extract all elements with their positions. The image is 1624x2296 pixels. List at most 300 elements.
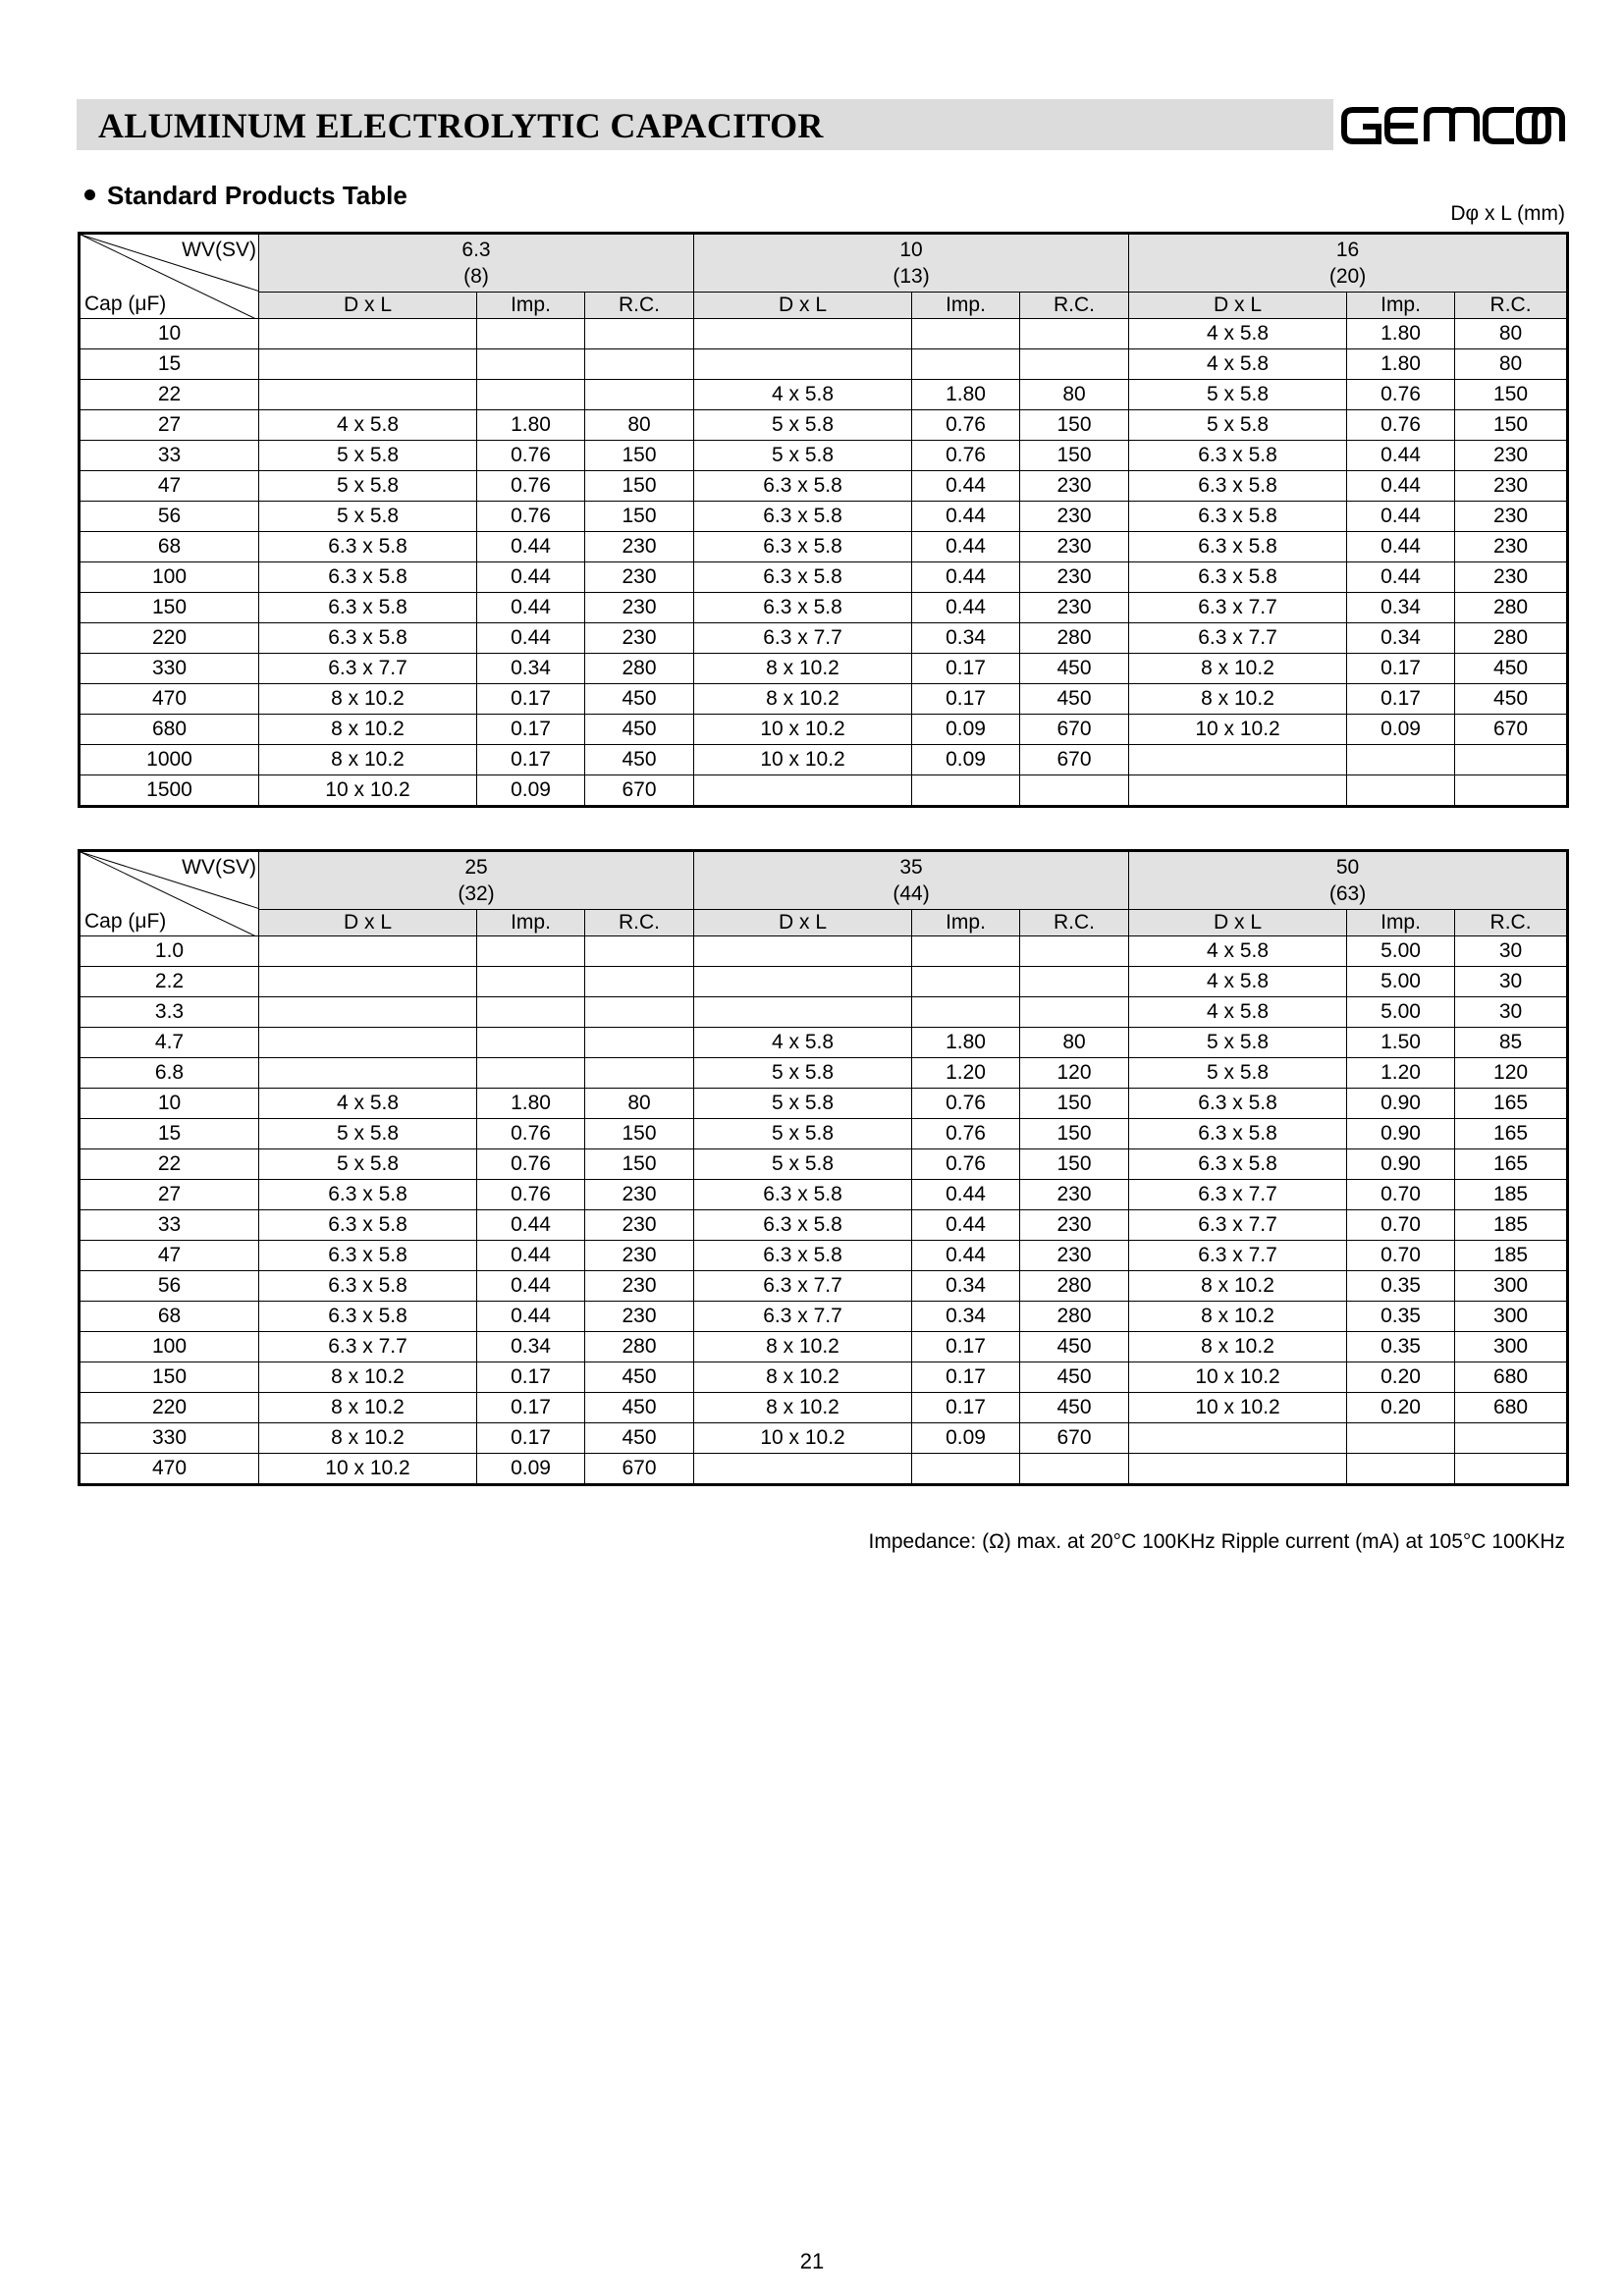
wv-value: 35 [899, 856, 923, 879]
col-header-dxl: D x L [259, 910, 477, 936]
value-cell [912, 936, 1020, 967]
value-cell: 230 [585, 1302, 694, 1332]
value-cell: 6.3 x 5.8 [694, 1180, 912, 1210]
value-cell: 0.17 [477, 715, 585, 745]
value-cell: 230 [1020, 1180, 1129, 1210]
sv-value: (44) [893, 882, 930, 905]
table-row [80, 715, 1568, 745]
value-cell [1020, 997, 1129, 1028]
table-row [80, 532, 1568, 562]
cap-cell: 56 [80, 1271, 259, 1302]
value-cell: 0.09 [912, 1423, 1020, 1454]
value-cell: 5 x 5.8 [259, 1119, 477, 1149]
col-header-rc: R.C. [1455, 293, 1568, 319]
value-cell: 8 x 10.2 [259, 745, 477, 775]
value-cell: 0.09 [477, 775, 585, 807]
table-row [80, 997, 1568, 1028]
value-cell: 5 x 5.8 [694, 1058, 912, 1089]
value-cell: 1.80 [477, 410, 585, 441]
sv-value: (13) [893, 265, 930, 288]
value-cell [477, 997, 585, 1028]
value-cell: 1.50 [1347, 1028, 1455, 1058]
table-row [80, 684, 1568, 715]
value-cell: 0.70 [1347, 1210, 1455, 1241]
table-row [80, 1241, 1568, 1271]
value-cell [477, 936, 585, 967]
value-cell: 4 x 5.8 [694, 380, 912, 410]
value-cell: 8 x 10.2 [694, 654, 912, 684]
cap-cell: 47 [80, 1241, 259, 1271]
value-cell [1129, 745, 1347, 775]
value-cell [585, 380, 694, 410]
value-cell [585, 349, 694, 380]
value-cell: 5 x 5.8 [694, 1089, 912, 1119]
value-cell [694, 319, 912, 349]
col-header-rc: R.C. [585, 910, 694, 936]
cap-cell: 1.0 [80, 936, 259, 967]
table-row [80, 410, 1568, 441]
cap-cell: 220 [80, 1393, 259, 1423]
value-cell: 8 x 10.2 [259, 684, 477, 715]
table-row [80, 1302, 1568, 1332]
value-cell: 80 [1455, 319, 1568, 349]
page-title: ALUMINUM ELECTROLYTIC CAPACITOR [98, 106, 824, 145]
value-cell: 0.44 [477, 1271, 585, 1302]
value-cell [1020, 319, 1129, 349]
value-cell: 8 x 10.2 [259, 715, 477, 745]
value-cell: 450 [1020, 1393, 1129, 1423]
table-row [80, 1393, 1568, 1423]
cap-cell: 680 [80, 715, 259, 745]
cap-cell: 27 [80, 410, 259, 441]
value-cell: 10 x 10.2 [1129, 1393, 1347, 1423]
value-cell: 30 [1455, 936, 1568, 967]
table-row [80, 1119, 1568, 1149]
value-cell: 6.3 x 5.8 [1129, 1119, 1347, 1149]
cap-cell: 68 [80, 1302, 259, 1332]
voltage-header [1129, 851, 1568, 910]
table-row [80, 380, 1568, 410]
col-header-imp: Imp. [477, 293, 585, 319]
cap-cell: 68 [80, 532, 259, 562]
value-cell: 280 [585, 1332, 694, 1362]
value-cell: 0.44 [912, 1241, 1020, 1271]
value-cell: 230 [1020, 593, 1129, 623]
value-cell [259, 967, 477, 997]
value-cell: 165 [1455, 1089, 1568, 1119]
value-cell: 150 [585, 1119, 694, 1149]
cap-cell: 27 [80, 1180, 259, 1210]
sv-value: (20) [1328, 265, 1367, 288]
value-cell: 6.3 x 5.8 [694, 593, 912, 623]
table-row [80, 1362, 1568, 1393]
value-cell: 230 [1455, 471, 1568, 502]
value-cell: 450 [585, 1362, 694, 1393]
value-cell: 0.09 [912, 715, 1020, 745]
value-cell: 0.44 [1347, 441, 1455, 471]
value-cell: 0.17 [912, 1393, 1020, 1423]
value-cell: 0.76 [1347, 380, 1455, 410]
value-cell [912, 1454, 1020, 1485]
cap-cell: 150 [80, 593, 259, 623]
value-cell: 150 [585, 502, 694, 532]
cap-cell: 330 [80, 1423, 259, 1454]
value-cell: 230 [585, 532, 694, 562]
section-title: Standard Products Table [84, 181, 407, 211]
value-cell [694, 997, 912, 1028]
value-cell: 450 [585, 684, 694, 715]
value-cell: 0.34 [1347, 623, 1455, 654]
value-cell: 0.34 [912, 1302, 1020, 1332]
value-cell: 150 [585, 441, 694, 471]
value-cell: 5 x 5.8 [694, 1119, 912, 1149]
value-cell: 0.44 [912, 502, 1020, 532]
value-cell: 0.70 [1347, 1241, 1455, 1271]
value-cell: 6.3 x 7.7 [1129, 1210, 1347, 1241]
value-cell: 4 x 5.8 [1129, 349, 1347, 380]
value-cell: 150 [585, 1149, 694, 1180]
value-cell: 280 [585, 654, 694, 684]
value-cell: 165 [1455, 1119, 1568, 1149]
value-cell [1020, 775, 1129, 807]
value-cell [912, 967, 1020, 997]
sv-value: (32) [458, 882, 495, 905]
value-cell: 230 [1020, 1210, 1129, 1241]
value-cell: 5.00 [1347, 967, 1455, 997]
value-cell [912, 349, 1020, 380]
page-number: 21 [799, 2249, 825, 2273]
value-cell: 230 [585, 1271, 694, 1302]
value-cell: 0.76 [477, 1119, 585, 1149]
table-row [80, 471, 1568, 502]
value-cell: 450 [1020, 684, 1129, 715]
value-cell: 10 x 10.2 [1129, 715, 1347, 745]
value-cell: 1.20 [912, 1058, 1020, 1089]
value-cell: 10 x 10.2 [694, 1423, 912, 1454]
value-cell: 0.76 [477, 1149, 585, 1180]
value-cell: 450 [585, 715, 694, 745]
value-cell: 0.76 [912, 441, 1020, 471]
value-cell [1455, 745, 1568, 775]
value-cell: 150 [585, 471, 694, 502]
value-cell [259, 936, 477, 967]
cap-cell: 47 [80, 471, 259, 502]
voltage-header [694, 851, 1129, 910]
cap-cell: 4.7 [80, 1028, 259, 1058]
col-header-imp: Imp. [1347, 293, 1455, 319]
value-cell: 10 x 10.2 [1129, 1362, 1347, 1393]
value-cell: 0.44 [912, 1180, 1020, 1210]
title-bar [77, 99, 1333, 150]
value-cell: 5 x 5.8 [1129, 410, 1347, 441]
value-cell: 150 [1455, 410, 1568, 441]
value-cell: 0.90 [1347, 1119, 1455, 1149]
value-cell: 4 x 5.8 [694, 1028, 912, 1058]
value-cell: 0.17 [477, 745, 585, 775]
col-header-rc: R.C. [1020, 910, 1129, 936]
value-cell: 6.3 x 5.8 [694, 562, 912, 593]
value-cell: 6.3 x 5.8 [259, 1271, 477, 1302]
table-row [80, 319, 1568, 349]
cap-cell: 100 [80, 562, 259, 593]
value-cell [694, 936, 912, 967]
value-cell [585, 997, 694, 1028]
value-cell: 230 [585, 623, 694, 654]
value-cell: 0.44 [477, 1302, 585, 1332]
value-cell: 6.3 x 5.8 [259, 1241, 477, 1271]
value-cell: 230 [585, 562, 694, 593]
value-cell: 0.44 [1347, 471, 1455, 502]
value-cell [1020, 967, 1129, 997]
value-cell: 0.17 [477, 1393, 585, 1423]
value-cell: 230 [1020, 502, 1129, 532]
table-row [80, 1454, 1568, 1485]
value-cell: 120 [1455, 1058, 1568, 1089]
value-cell: 280 [1455, 623, 1568, 654]
table-row [80, 1180, 1568, 1210]
value-cell: 0.17 [477, 1423, 585, 1454]
value-cell: 80 [585, 1089, 694, 1119]
table-row [80, 1028, 1568, 1058]
value-cell: 6.3 x 5.8 [1129, 1149, 1347, 1180]
value-cell [259, 1058, 477, 1089]
bullet-icon [84, 189, 95, 200]
value-cell: 6.3 x 7.7 [1129, 623, 1347, 654]
value-cell: 10 x 10.2 [259, 775, 477, 807]
value-cell [694, 967, 912, 997]
value-cell: 6.3 x 5.8 [694, 1241, 912, 1271]
value-cell [1455, 1423, 1568, 1454]
value-cell: 6.3 x 7.7 [1129, 1241, 1347, 1271]
spec-table-1 [78, 232, 1569, 808]
cap-cell: 2.2 [80, 967, 259, 997]
header-corner [80, 234, 259, 319]
table-row [80, 1423, 1568, 1454]
value-cell: 0.17 [477, 684, 585, 715]
value-cell: 0.34 [1347, 593, 1455, 623]
cap-cell: 33 [80, 1210, 259, 1241]
footnote: Impedance: (Ω) max. at 20°C 100KHz Ripple current (mA) at 105°C 100KHz [868, 1530, 1565, 1553]
value-cell: 300 [1455, 1302, 1568, 1332]
units-note: Dφ x L (mm) [1450, 202, 1565, 225]
value-cell: 150 [1020, 1089, 1129, 1119]
value-cell [1129, 1423, 1347, 1454]
value-cell: 670 [585, 775, 694, 807]
value-cell: 0.44 [1347, 562, 1455, 593]
value-cell: 0.44 [912, 471, 1020, 502]
value-cell: 5 x 5.8 [259, 1149, 477, 1180]
value-cell: 6.3 x 5.8 [1129, 441, 1347, 471]
value-cell: 6.3 x 7.7 [1129, 1180, 1347, 1210]
value-cell: 230 [1455, 502, 1568, 532]
cap-cell: 100 [80, 1332, 259, 1362]
table-row [80, 745, 1568, 775]
value-cell: 0.44 [477, 1210, 585, 1241]
col-header-imp: Imp. [912, 910, 1020, 936]
value-cell: 4 x 5.8 [1129, 319, 1347, 349]
value-cell: 6.3 x 7.7 [259, 1332, 477, 1362]
value-cell [912, 997, 1020, 1028]
gemcon-logo-n [1532, 102, 1565, 149]
cap-cell: 330 [80, 654, 259, 684]
col-header-imp: Imp. [477, 910, 585, 936]
value-cell: 5 x 5.8 [694, 441, 912, 471]
value-cell: 0.35 [1347, 1271, 1455, 1302]
value-cell: 165 [1455, 1149, 1568, 1180]
value-cell: 150 [1020, 441, 1129, 471]
value-cell: 85 [1455, 1028, 1568, 1058]
value-cell [259, 380, 477, 410]
cap-cell: 1500 [80, 775, 259, 807]
value-cell: 300 [1455, 1332, 1568, 1362]
value-cell: 230 [585, 1180, 694, 1210]
col-header-dxl: D x L [694, 293, 912, 319]
table-row [80, 1058, 1568, 1089]
value-cell: 8 x 10.2 [259, 1393, 477, 1423]
value-cell: 8 x 10.2 [694, 1332, 912, 1362]
value-cell [1129, 1454, 1347, 1485]
value-cell: 680 [1455, 1362, 1568, 1393]
value-cell: 6.3 x 5.8 [1129, 471, 1347, 502]
cap-cell: 22 [80, 1149, 259, 1180]
value-cell: 0.76 [912, 1089, 1020, 1119]
value-cell: 0.20 [1347, 1393, 1455, 1423]
value-cell: 0.44 [912, 532, 1020, 562]
value-cell: 280 [1455, 593, 1568, 623]
cap-cell: 10 [80, 1089, 259, 1119]
col-header-dxl: D x L [1129, 910, 1347, 936]
wv-value: 10 [899, 239, 923, 261]
table-row [80, 562, 1568, 593]
value-cell: 6.3 x 5.8 [259, 1302, 477, 1332]
value-cell: 5.00 [1347, 936, 1455, 967]
value-cell: 0.44 [912, 593, 1020, 623]
value-cell: 5 x 5.8 [1129, 1028, 1347, 1058]
value-cell: 10 x 10.2 [694, 745, 912, 775]
value-cell [259, 349, 477, 380]
value-cell: 0.34 [477, 1332, 585, 1362]
value-cell: 8 x 10.2 [1129, 684, 1347, 715]
value-cell: 280 [1020, 623, 1129, 654]
value-cell: 0.20 [1347, 1362, 1455, 1393]
value-cell: 80 [1020, 380, 1129, 410]
value-cell: 0.17 [912, 684, 1020, 715]
value-cell [1020, 1454, 1129, 1485]
spec-table-2 [78, 849, 1569, 1486]
value-cell: 80 [585, 410, 694, 441]
value-cell [585, 319, 694, 349]
value-cell: 450 [585, 1423, 694, 1454]
value-cell: 450 [585, 1393, 694, 1423]
value-cell: 150 [1455, 380, 1568, 410]
value-cell: 6.3 x 5.8 [259, 562, 477, 593]
table-row [80, 775, 1568, 807]
value-cell: 8 x 10.2 [694, 1362, 912, 1393]
value-cell: 0.17 [912, 654, 1020, 684]
wv-value: 16 [1335, 239, 1360, 261]
value-cell: 0.17 [1347, 684, 1455, 715]
value-cell: 0.90 [1347, 1089, 1455, 1119]
value-cell [912, 775, 1020, 807]
value-cell: 0.09 [1347, 715, 1455, 745]
value-cell: 8 x 10.2 [1129, 1332, 1347, 1362]
value-cell: 450 [1020, 1362, 1129, 1393]
value-cell: 120 [1020, 1058, 1129, 1089]
value-cell [585, 936, 694, 967]
value-cell: 0.34 [477, 654, 585, 684]
value-cell: 230 [1020, 532, 1129, 562]
value-cell: 6.3 x 5.8 [259, 532, 477, 562]
table-row [80, 1089, 1568, 1119]
value-cell: 0.09 [477, 1454, 585, 1485]
value-cell [477, 967, 585, 997]
value-cell: 8 x 10.2 [1129, 1271, 1347, 1302]
value-cell: 8 x 10.2 [259, 1362, 477, 1393]
cap-cell: 56 [80, 502, 259, 532]
value-cell: 280 [1020, 1271, 1129, 1302]
value-cell: 0.35 [1347, 1302, 1455, 1332]
value-cell: 230 [585, 1241, 694, 1271]
value-cell: 0.90 [1347, 1149, 1455, 1180]
value-cell: 150 [1020, 410, 1129, 441]
value-cell [1347, 1454, 1455, 1485]
wv-value: 50 [1335, 856, 1360, 879]
cap-cell: 150 [80, 1362, 259, 1393]
value-cell: 0.44 [1347, 532, 1455, 562]
cap-cell: 220 [80, 623, 259, 654]
col-header-rc: R.C. [1455, 910, 1568, 936]
value-cell: 5 x 5.8 [694, 410, 912, 441]
value-cell [477, 1058, 585, 1089]
value-cell: 1.20 [1347, 1058, 1455, 1089]
value-cell: 80 [1020, 1028, 1129, 1058]
value-cell: 5 x 5.8 [259, 441, 477, 471]
value-cell: 1.80 [912, 380, 1020, 410]
value-cell: 0.76 [912, 410, 1020, 441]
value-cell: 5.00 [1347, 997, 1455, 1028]
value-cell: 0.44 [477, 1241, 585, 1271]
value-cell: 4 x 5.8 [1129, 997, 1347, 1028]
value-cell: 8 x 10.2 [694, 1393, 912, 1423]
value-cell: 6.3 x 5.8 [1129, 562, 1347, 593]
cap-cell: 3.3 [80, 997, 259, 1028]
col-header-rc: R.C. [585, 293, 694, 319]
value-cell: 6.3 x 7.7 [694, 1271, 912, 1302]
value-cell: 0.76 [477, 502, 585, 532]
value-cell: 670 [1020, 745, 1129, 775]
col-header-dxl: D x L [1129, 293, 1347, 319]
value-cell: 230 [1020, 562, 1129, 593]
value-cell: 0.44 [477, 532, 585, 562]
value-cell: 4 x 5.8 [1129, 967, 1347, 997]
value-cell: 0.76 [477, 441, 585, 471]
value-cell: 0.44 [477, 623, 585, 654]
value-cell: 6.3 x 5.8 [694, 1210, 912, 1241]
value-cell: 0.34 [912, 623, 1020, 654]
value-cell: 5 x 5.8 [1129, 380, 1347, 410]
value-cell [477, 380, 585, 410]
table-row [80, 1332, 1568, 1362]
value-cell [1347, 745, 1455, 775]
value-cell [259, 319, 477, 349]
value-cell: 6.3 x 5.8 [694, 502, 912, 532]
cap-cell: 15 [80, 1119, 259, 1149]
table-row [80, 936, 1568, 967]
value-cell: 0.44 [912, 1210, 1020, 1241]
value-cell: 0.76 [912, 1119, 1020, 1149]
value-cell [912, 319, 1020, 349]
value-cell: 1.80 [1347, 349, 1455, 380]
